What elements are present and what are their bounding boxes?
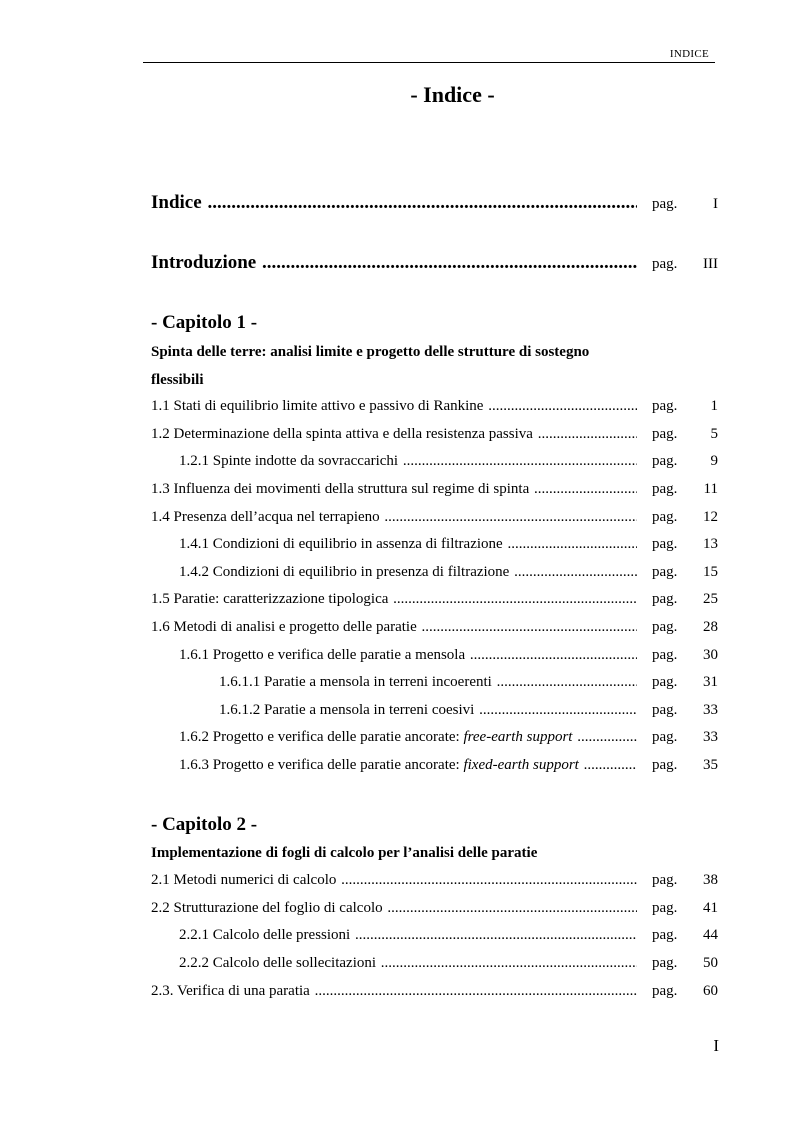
toc-entry[interactable] (151, 729, 718, 753)
toc-entry-page: 33 (703, 702, 718, 718)
toc-entry-pag: pag. (652, 509, 678, 525)
toc-entry-label: 1.2.1 Spinte indotte da sovraccarichi (179, 453, 399, 469)
running-header: INDICE (669, 48, 709, 60)
toc-entry-label: 1.6.1 Progetto e verifica delle paratie a mensola (179, 647, 466, 663)
toc-entry-page: 15 (703, 564, 718, 580)
toc-entry[interactable] (151, 536, 718, 560)
toc-entry-pag: pag. (652, 757, 678, 773)
toc-entry-pag: pag. (652, 983, 678, 999)
toc-entry-pag: pag. (652, 256, 678, 272)
toc-entry-pag: pag. (652, 426, 678, 442)
toc-entry-pag: pag. (652, 729, 678, 745)
toc-entry-pag: pag. (652, 398, 678, 414)
toc-entry-label: Introduzione (151, 252, 257, 273)
toc-entry-pag: pag. (652, 453, 678, 469)
toc-entry[interactable] (151, 481, 718, 505)
toc-entry-page: 28 (703, 619, 718, 635)
toc-entry-page: 9 (710, 453, 718, 469)
toc-entry[interactable] (151, 453, 718, 477)
toc-entry-label: 1.2 Determinazione della spinta attiva e della resistenza passiva (151, 426, 533, 442)
toc-entry[interactable] (151, 927, 718, 951)
chapter-subtitle-cont: flessibili (151, 372, 204, 388)
toc-entry[interactable] (151, 757, 718, 781)
toc-entry-pag: pag. (652, 955, 678, 971)
toc-entry[interactable] (151, 564, 718, 588)
toc-entry[interactable] (151, 872, 718, 896)
toc-entry-page: 12 (703, 509, 718, 525)
toc-entry-label: 2.2.1 Calcolo delle pressioni (179, 927, 351, 943)
toc-entry-pag: pag. (652, 872, 678, 888)
chapter-subtitle: Implementazione di fogli di calcolo per l’analisi delle paratie (151, 845, 538, 861)
toc-entry-page: 5 (710, 426, 718, 442)
toc-entry-page: 31 (703, 674, 718, 690)
toc-entry-pag: pag. (652, 647, 678, 663)
toc-entry[interactable] (151, 619, 718, 643)
toc-entry-page: 33 (703, 729, 718, 745)
toc-entry-label: 1.5 Paratie: caratterizzazione tipologica (151, 591, 389, 607)
toc-entry-page: 41 (703, 900, 718, 916)
toc-entry-page: 50 (703, 955, 718, 971)
toc-entry-label: 1.6 Metodi di analisi e progetto delle paratie (151, 619, 417, 635)
toc-entry-page: 25 (703, 591, 718, 607)
toc-entry-pag: pag. (652, 536, 678, 552)
toc-entry-label: 1.6.1.1 Paratie a mensola in terreni incoerenti (219, 674, 492, 690)
toc-entry-page: 38 (703, 872, 718, 888)
toc-entry-page: 11 (703, 481, 718, 497)
toc-entry-pag: pag. (652, 927, 678, 943)
toc-entry-pag: pag. (652, 702, 678, 718)
toc-entry-label: 1.6.3 Progetto e verifica delle paratie ancorate: (179, 757, 464, 773)
toc-entry-label-italic: free-earth support (463, 729, 573, 745)
toc-entry-indice[interactable] (151, 192, 718, 216)
toc-entry-page: 1 (710, 398, 718, 414)
toc-entry[interactable] (151, 398, 718, 422)
toc-entry-pag: pag. (652, 196, 678, 212)
toc-entry[interactable] (151, 900, 718, 924)
toc-entry-pag: pag. (652, 619, 678, 635)
toc-entry[interactable] (151, 674, 718, 698)
toc-entry-label: 1.4 Presenza dell’acqua nel terrapieno (151, 509, 380, 525)
toc-entry-label: 2.1 Metodi numerici di calcolo (151, 872, 337, 888)
page-title: - Indice - (410, 82, 495, 107)
toc-entry[interactable] (151, 591, 718, 615)
toc-entry-label-italic: fixed-earth support (463, 757, 579, 773)
toc-entry-label: 1.1 Stati di equilibrio limite attivo e passivo di Rankine (151, 398, 484, 414)
page-number: I (713, 1036, 719, 1055)
toc-entry-page: III (703, 256, 718, 272)
toc-entry[interactable] (151, 955, 718, 979)
toc-entry-label: Indice (151, 192, 202, 213)
toc-entry-label: 1.3 Influenza dei movimenti della struttura sul regime di spinta (151, 481, 530, 497)
toc-entry-pag: pag. (652, 900, 678, 916)
toc-entry-pag: pag. (652, 481, 678, 497)
toc-entry[interactable] (151, 702, 718, 726)
toc-entry-page: 35 (703, 757, 718, 773)
chapter-heading: - Capitolo 1 - (151, 312, 258, 333)
toc-entry-page: I (713, 196, 718, 212)
toc-entry-pag: pag. (652, 591, 678, 607)
toc-entry-introduzione[interactable] (151, 252, 718, 276)
toc-entry[interactable] (151, 426, 718, 450)
toc-entry-pag: pag. (652, 674, 678, 690)
toc-entry-label: 1.4.2 Condizioni di equilibrio in presenza di filtrazione (179, 564, 510, 580)
toc-entry[interactable] (151, 509, 718, 533)
toc-entry-label: 2.2 Strutturazione del foglio di calcolo (151, 900, 383, 916)
toc-entry-page: 60 (703, 983, 718, 999)
toc-entry-page: 44 (703, 927, 718, 943)
toc-entry-page: 30 (703, 647, 718, 663)
toc-entry[interactable] (151, 983, 718, 1007)
toc-entry-label: 2.3. Verifica di una paratia (151, 983, 310, 999)
toc-entry-label: 2.2.2 Calcolo delle sollecitazioni (179, 955, 377, 971)
toc-entry-label: 1.6.2 Progetto e verifica delle paratie ancorate: (179, 729, 464, 745)
chapter-heading: - Capitolo 2 - (151, 814, 258, 835)
toc-entry-page: 13 (703, 536, 718, 552)
header-rule (143, 62, 715, 63)
toc-entry-pag: pag. (652, 564, 678, 580)
toc-entry[interactable] (151, 647, 718, 671)
toc-entry-label: 1.4.1 Condizioni di equilibrio in assenza di filtrazione (179, 536, 503, 552)
chapter-subtitle: Spinta delle terre: analisi limite e progetto delle strutture di sostegno (151, 344, 590, 360)
toc-entry-label: 1.6.1.2 Paratie a mensola in terreni coesivi (219, 702, 475, 718)
